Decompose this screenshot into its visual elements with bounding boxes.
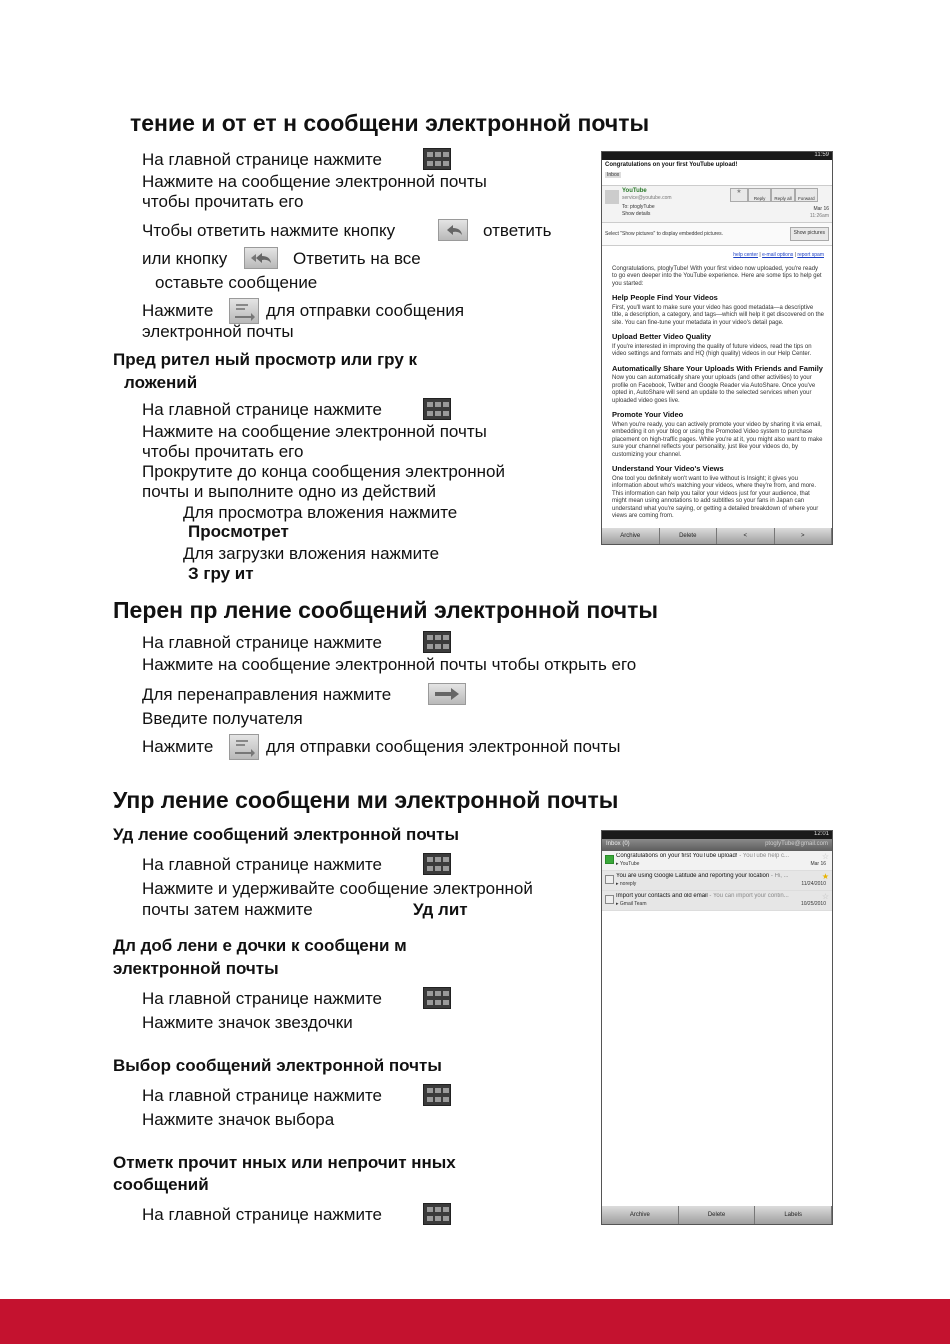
body-paragraph: Congratulations, ptoglyTube! With your first video now uploaded, you're ready to go even deeper into the YouTube experience. Here are some tips to help get you started: — [612, 265, 822, 287]
step-text: Для загрузки вложения нажмите — [183, 544, 440, 563]
subsection-title-select: Выбор сообщений электронной почты — [113, 1056, 442, 1075]
inbox-screenshot — [601, 830, 833, 1225]
step-text: На главной странице нажмите — [142, 1205, 383, 1224]
select-checkbox[interactable] — [605, 895, 614, 904]
step-text: Нажмите и удерживайте сообщение электронной — [142, 879, 533, 898]
apps-grid-icon — [423, 398, 451, 420]
next-button[interactable]: > — [775, 528, 833, 544]
body-heading: Upload Better Video Quality — [612, 332, 712, 341]
subsection-title-star: Дл доб лени е дочки к сообщени м — [113, 936, 407, 955]
section-title-reading: тение и от ет н сообщени электронной почты — [130, 110, 650, 136]
apps-grid-icon — [423, 1084, 451, 1106]
message-subject: You are using Google Latitude and reporting your location — [616, 873, 770, 879]
message-date: 11/24/2010 — [801, 880, 826, 887]
sender-email: service@youtube.com — [622, 195, 672, 201]
step-text: чтобы прочитать его — [142, 442, 304, 461]
message-snippet: - You can import your contin... — [707, 893, 789, 899]
step-text: Для перенаправления нажмите — [142, 685, 392, 704]
email-body: help center | e-mail options | report spam Congratulations, ptoglyTube! With your first video now uploaded, you're ready to go even deeper into the YouTube experience. Here are some tips to help get you started: Help People Find Your Videos First, you'll want to make sure your video has good metadata—a descriptive title, a description, a category, and tags—which will help it get discovered on the site. You can fine-tune your metadata in your video's detail page. Upload Better Video Quality If you're interested in improving the quality of future videos, read the tips on video settings and formats and HQ (high quality) videos in our Help Center. Automatically Share Your Uploads With Friends and Family Now you can automatically share your uploads (and other activities) to your profile on Facebook, Twitter and Google Reader via AutoShare. Once you've opted in, AutoShare will send an update to the selected services when your uploaded video goes live. Promote Your Video When you're ready, you can actively promote your video by sharing it via email, embedding it on your blog or using the Promoted Video system to purchase placement on high-traffic pages. While you're at it, you might also want to make sure your channel reflects your personality, just like your videos do, by customizing your channel. Understand Your Video's Views One tool you definitely won't want to live without is Insight; it gives you information about who's watching your videos, where they're from, and more. This information can help you tailor your videos just for your audience, that might mean using annotations to add subtitles so your fans in Japan can understand what you're saying, or getting a detailed breakdown of where your views are coming from. — [612, 252, 825, 519]
body-paragraph: When you're ready, you can actively promote your video by sharing it via email, embedding it on your blog or using the Promoted Video system to purchase placement on high-traffic pages. While you're at it, you might also want to make sure your channel reflects your personality, just like your videos do, by customizing your channel. — [612, 421, 823, 458]
step-text: для отправки сообщения электронной почты — [266, 737, 621, 756]
step-text: ответить — [483, 221, 552, 240]
step-text: Нажмите значок звездочки — [142, 1013, 353, 1032]
step-text: или кнопку — [142, 249, 228, 268]
reply-all-icon — [244, 247, 278, 269]
forward-arrow-icon — [428, 683, 466, 705]
message-date: Mar 16 — [810, 860, 826, 867]
action-buttons — [730, 188, 818, 202]
step-text: для отправки сообщения — [266, 301, 465, 320]
footer-bar — [0, 1299, 950, 1344]
step-text: На главной странице нажмите — [142, 1086, 383, 1105]
step-text: Нажмите значок выбора — [142, 1110, 335, 1129]
delete-button[interactable]: Delete — [660, 528, 718, 544]
email-subject: Congratulations on your first YouTube upload! — [605, 162, 738, 168]
step-text: электронной почты — [142, 322, 294, 341]
body-paragraph: If you're interested in improving the quality of future videos, read the tips on video settings and formats and HQ (high quality) videos in our Help Center. — [612, 343, 812, 357]
message-date: 10/25/2010 — [800, 900, 826, 907]
section-title-attach: Пред рител ный просмотр или гру к — [113, 350, 418, 369]
subsection-title-mark: сообщений — [113, 1175, 209, 1194]
to-line: To: ptoglyTube — [622, 204, 655, 210]
download-label: З гру ит — [188, 564, 254, 583]
show-pictures-button[interactable]: Show pictures — [790, 227, 829, 241]
message-subject: Import your contacts and old email — [616, 893, 708, 899]
step-text: На главной странице нажмите — [142, 989, 383, 1008]
show-details-link[interactable]: Show details — [622, 211, 651, 217]
labels-button[interactable]: Labels — [755, 1206, 832, 1224]
email-options-link[interactable]: e-mail options — [762, 252, 794, 258]
label-badge: Inbox — [607, 171, 620, 178]
message-snippet: - Hi, ... — [769, 873, 789, 879]
status-bar — [602, 831, 832, 839]
step-text: Чтобы ответить нажмите кнопку — [142, 221, 396, 240]
inbox-header — [602, 839, 832, 851]
step-text: Нажмите — [142, 301, 214, 320]
step-text: Ответить на все — [293, 249, 421, 268]
body-heading: Understand Your Video's Views — [612, 464, 724, 473]
subsection-title-mark: Отметк прочит нных или непрочит нных — [113, 1153, 456, 1172]
star-icon[interactable]: ★ — [821, 872, 829, 881]
account-name: ptoglyTube@gmail.com — [765, 841, 828, 847]
subsection-title-star: электронной почты — [113, 959, 279, 978]
email-date: Mar 16 — [813, 206, 829, 212]
step-text: Нажмите на сообщение электронной почты — [142, 422, 487, 441]
pictures-bar — [602, 223, 832, 246]
forward-button[interactable]: Forward — [795, 188, 818, 202]
step-text: чтобы прочитать его — [142, 192, 304, 211]
message-from: Gmail Team — [619, 900, 647, 907]
reply-all-button[interactable]: Reply all — [771, 188, 794, 202]
list-item[interactable]: Import your contacts and old email - You can import your contin... ▸ Gmail Team 10/25/2010 ☆ — [602, 891, 832, 911]
apps-grid-icon — [423, 148, 451, 170]
apps-grid-icon — [423, 1203, 451, 1225]
email-time: 11:26am — [809, 213, 829, 219]
message-snippet: - YouTube help c... — [737, 853, 790, 859]
bottom-action-bar — [602, 1206, 832, 1224]
pictures-note: Select "Show pictures" to display embedded pictures. — [605, 231, 724, 237]
help-center-link[interactable]: help center — [733, 252, 759, 258]
previous-button[interactable]: < — [717, 528, 775, 544]
step-text: На главной странице нажмите — [142, 400, 383, 419]
archive-button[interactable]: Archive — [602, 1206, 679, 1224]
step-text: Для просмотра вложения нажмите — [183, 503, 458, 522]
star-icon[interactable]: ☆ — [821, 852, 829, 861]
email-header — [602, 185, 832, 223]
star-icon[interactable]: ☆ — [821, 892, 829, 901]
list-item[interactable]: Congratulations on your first YouTube upload! - YouTube help c... ▸ YouTube Mar 16 ☆ — [602, 851, 832, 871]
sender-name: YouTube — [622, 188, 647, 194]
step-text: Прокрутите до конца сообщения электронной — [142, 462, 505, 481]
step-text: На главной странице нажмите — [142, 855, 383, 874]
body-paragraph: First, you'll want to make sure your video has good metadata—a descriptive title, a description, a category, and tags—which will help it get discovered on the site. You can fine-tune your metadata in your video's detail page. — [612, 304, 825, 326]
delete-button[interactable]: Delete — [679, 1206, 756, 1224]
apps-grid-icon — [423, 987, 451, 1009]
body-heading: Promote Your Video — [612, 410, 684, 419]
star-icon[interactable]: ★ — [730, 188, 748, 202]
message-from: noreply — [619, 880, 637, 887]
message-from: YouTube — [619, 860, 640, 867]
archive-button[interactable]: Archive — [602, 528, 660, 544]
status-time: 11:59 — [814, 152, 829, 158]
delete-label: Уд лит — [413, 900, 468, 919]
step-text: почты и выполните одно из действий — [142, 482, 436, 501]
body-heading: Help People Find Your Videos — [612, 293, 718, 302]
section-title-forward: Перен пр ление сообщений электронной почты — [113, 597, 659, 623]
section-title-manage: Упр ление сообщени ми электронной почты — [113, 787, 619, 813]
step-text: Нажмите — [142, 737, 214, 756]
step-text: оставьте сообщение — [155, 273, 318, 292]
message-list — [602, 851, 832, 911]
step-text: На главной странице нажмите — [142, 633, 383, 652]
inbox-title: Inbox (0) — [606, 841, 630, 847]
apps-grid-icon — [423, 631, 451, 653]
list-item[interactable]: You are using Google Latitude and reporting your location - Hi, ... ▸ noreply 11/24/2010 ★ — [602, 871, 832, 891]
step-text: Нажмите на сообщение электронной почты — [142, 172, 487, 191]
select-checkbox[interactable] — [605, 855, 614, 864]
step-text: почты затем нажмите — [142, 900, 313, 919]
step-text: Нажмите на сообщение электронной почты чтобы открыть его — [142, 655, 637, 674]
apps-grid-icon — [423, 853, 451, 875]
email-view-screenshot — [601, 151, 833, 545]
step-text: Введите получателя — [142, 709, 303, 728]
step-text: На главной странице нажмите — [142, 150, 383, 169]
status-time: 12:01 — [813, 831, 829, 837]
preview-label: Просмотрет — [188, 522, 289, 541]
reply-icon — [438, 219, 468, 241]
send-icon — [229, 298, 259, 324]
select-checkbox[interactable] — [605, 875, 614, 884]
body-heading: Automatically Share Your Uploads With Friends and Family — [612, 363, 823, 373]
body-paragraph: One tool you definitely won't want to live without is Insight; it gives you information about who's watching your videos, where they're from, and more. This information can help you tailor your videos just for your audience, that might mean using annotations to add subtitles so your fans in Japan can understand what you're saying, or getting a detailed breakdown of where your views are coming from. — [612, 475, 819, 519]
message-subject: Congratulations on your first YouTube upload! — [616, 853, 738, 859]
reply-button[interactable]: Reply — [748, 188, 771, 202]
section-title-attach: ложений — [124, 373, 198, 392]
status-bar — [602, 152, 832, 160]
body-paragraph: Now you can automatically share your uploads (and other activities) to your profile on Facebook, Twitter and Google Reader via AutoShare. Once you've opted in, AutoShare will send an update to the selected services when your uploaded video goes live. — [612, 375, 816, 404]
send-icon — [229, 734, 259, 760]
subsection-title-delete: Уд ление сообщений электронной почты — [113, 825, 459, 844]
avatar — [605, 190, 619, 204]
bottom-action-bar — [602, 528, 832, 544]
report-spam-link[interactable]: report spam — [797, 252, 824, 258]
